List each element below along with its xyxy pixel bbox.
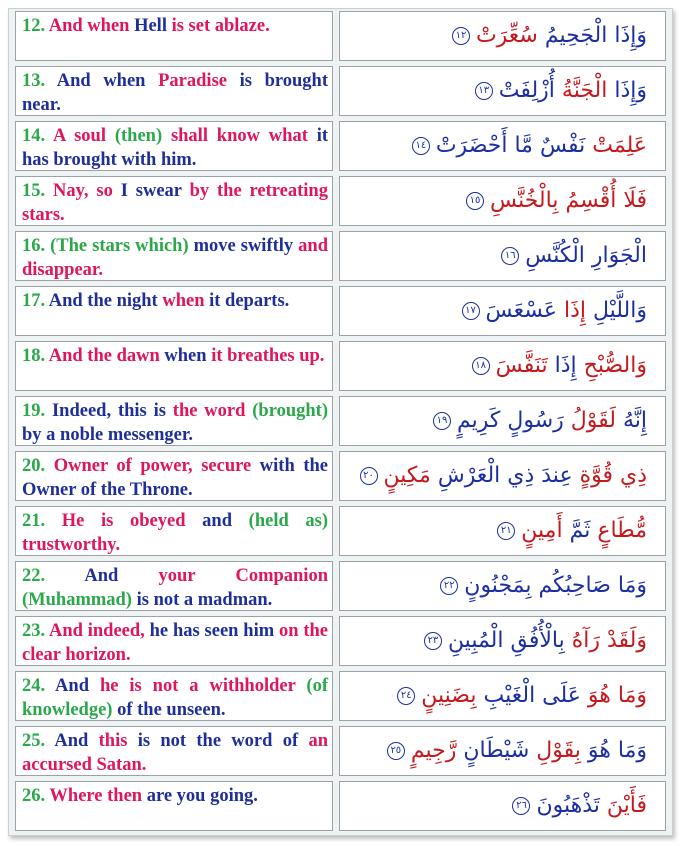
arabic-segment: رَسُولٍ كَرِيمٍ <box>457 408 564 433</box>
arabic-segment: أَمِينٍ <box>521 518 563 543</box>
translation-cell <box>15 121 333 171</box>
translation-segment: (The stars which) <box>50 236 194 256</box>
arabic-cell <box>339 176 666 226</box>
translation-segment: 18. <box>22 346 49 366</box>
arabic-cell <box>339 726 666 776</box>
translation-segment: Hell <box>134 16 172 36</box>
arabic-cell <box>339 66 666 116</box>
arabic-segment: وَلَقَدْ رَآهُ <box>564 628 647 653</box>
translation-segment: your Companion <box>158 566 328 586</box>
translation-segment: 15. <box>22 181 54 201</box>
arabic-segment: وَإِذَا <box>607 78 647 103</box>
arabic-cell <box>339 11 666 61</box>
translation-segment: And <box>55 676 100 696</box>
translation-segment: Owner of power, secure <box>53 456 260 476</box>
translation-cell <box>15 11 333 61</box>
translation-segment: Nay, so <box>53 181 121 201</box>
ayah-number-icon: ١٨ <box>472 357 490 375</box>
arabic-segment: بِالْأُفُقِ الْمُبِينِ <box>447 628 565 653</box>
translation-cell <box>15 506 333 556</box>
translation-segment: and disappear. <box>22 236 328 280</box>
translation-cell <box>15 671 333 721</box>
arabic-segment: ثَمَّ <box>562 518 591 543</box>
arabic-cell <box>339 451 666 501</box>
translation-segment: Paradise <box>158 71 240 91</box>
arabic-segment: ذِي قُوَّةٍ <box>572 463 647 488</box>
arabic-cell <box>339 396 666 446</box>
translation-segment: (Muhammad) <box>22 590 137 610</box>
translation-segment: shall know what <box>170 126 317 146</box>
translation-segment: when <box>162 291 210 311</box>
arabic-cell <box>339 286 666 336</box>
ayah-number-icon: ١٤ <box>412 137 430 155</box>
translation-segment: And indeed, <box>48 621 150 641</box>
translation-cell <box>15 451 333 501</box>
translation-segment: 12. <box>22 16 49 36</box>
verse-table <box>8 8 673 836</box>
arabic-segment: وَمَا هُوَ <box>580 738 647 763</box>
translation-segment: the word <box>172 401 253 421</box>
arabic-segment: نَفْسٌ مَّا أَحْضَرَتْ <box>435 133 586 158</box>
arabic-segment: عَلَى الْغَيْبِ <box>476 683 581 708</box>
verse-row <box>15 726 666 778</box>
translation-cell <box>15 66 333 116</box>
translation-segment: Indeed, this is <box>51 401 173 421</box>
translation-segment: this <box>98 731 138 751</box>
translation-segment: it has brought with him. <box>22 126 329 170</box>
ayah-number-icon: ٢٢ <box>440 577 458 595</box>
translation-segment: (brought) <box>252 401 328 421</box>
arabic-segment: وَالصُّبْحِ <box>576 353 647 378</box>
translation-segment: And <box>54 731 99 751</box>
translation-segment: is brought near. <box>22 71 329 115</box>
arabic-cell <box>339 616 666 666</box>
arabic-segment: مَكِينٍ <box>383 463 431 488</box>
translation-segment: I swear <box>120 181 190 201</box>
translation-segment: (held as) <box>248 511 329 531</box>
verse-row <box>15 66 666 118</box>
arabic-segment: عَسْعَسَ <box>485 298 557 323</box>
translation-segment: 23. <box>22 621 49 641</box>
ayah-number-icon: ١٥ <box>466 192 484 210</box>
arabic-segment: بِقَوْلِ <box>529 738 581 763</box>
arabic-cell <box>339 341 666 391</box>
translation-segment: He is obeyed <box>61 511 203 531</box>
arabic-segment: عَلِمَتْ <box>585 133 647 158</box>
translation-segment: it departs. <box>209 291 290 311</box>
ayah-number-icon: ٢٦ <box>512 797 530 815</box>
translation-segment: by the retreating stars. <box>22 181 328 225</box>
translation-segment: when <box>164 346 212 366</box>
translation-segment: A soul <box>52 126 115 146</box>
translation-segment: move swiftly <box>193 236 299 256</box>
verse-row <box>15 451 666 503</box>
arabic-segment: شَيْطَانٍ <box>456 738 530 763</box>
arabic-segment: إِذَا <box>556 298 586 323</box>
translation-segment: of the unseen. <box>117 700 226 720</box>
ayah-number-icon: ٢٣ <box>424 632 442 650</box>
arabic-cell <box>339 671 666 721</box>
verse-row <box>15 616 666 668</box>
translation-cell <box>15 396 333 446</box>
arabic-segment: الْجَوَارِ الْكُنَّسِ <box>525 243 647 268</box>
arabic-segment: وَمَا هُوَ <box>580 683 647 708</box>
ayah-number-icon: ١٢ <box>452 27 470 45</box>
arabic-cell <box>339 561 666 611</box>
translation-cell <box>15 176 333 226</box>
translation-segment: Where then <box>49 786 147 806</box>
translation-segment: by a noble messenger. <box>22 425 193 445</box>
ayah-number-icon: ٢١ <box>497 522 515 540</box>
arabic-segment: تَنَفَّسَ <box>495 353 548 378</box>
translation-segment: is set ablaze. <box>171 16 270 36</box>
translation-segment: is not the word of <box>137 731 309 751</box>
translation-segment: 24. <box>22 676 56 696</box>
arabic-segment: لَقَوْلُ <box>563 408 616 433</box>
arabic-cell <box>339 506 666 556</box>
ayah-number-icon: ١٩ <box>433 412 451 430</box>
verse-row <box>15 176 666 228</box>
translation-cell <box>15 616 333 666</box>
arabic-segment: الْجَنَّةُ <box>554 78 608 103</box>
translation-segment: 19. <box>22 401 52 421</box>
ayah-number-icon: ٢٥ <box>387 742 405 760</box>
verse-row <box>15 231 666 283</box>
translation-cell <box>15 561 333 611</box>
arabic-segment: وَاللَّيْلِ <box>585 298 647 323</box>
translation-segment: it breathes up. <box>211 346 325 366</box>
translation-segment: (then) <box>114 126 171 146</box>
translation-segment: 14. <box>22 126 53 146</box>
verse-row <box>15 506 666 558</box>
translation-cell <box>15 726 333 776</box>
ayah-number-icon: ١٣ <box>475 82 493 100</box>
translation-segment: on the clear horizon. <box>22 621 329 665</box>
arabic-segment: فَأَيْنَ <box>599 793 647 818</box>
translation-segment: he is not a withholder <box>99 676 307 696</box>
translation-cell <box>15 231 333 281</box>
verse-row <box>15 341 666 393</box>
arabic-segment: مُّطَاعٍ <box>590 518 647 543</box>
arabic-segment: وَإِذَا الْجَحِيمُ <box>537 23 647 48</box>
translation-segment: trustworthy. <box>22 535 121 555</box>
verse-row <box>15 671 666 723</box>
verse-row <box>15 286 666 338</box>
translation-cell <box>15 781 333 831</box>
arabic-segment: سُعِّرَتْ <box>475 23 538 48</box>
verse-row <box>15 121 666 173</box>
verse-row <box>15 11 666 63</box>
translation-segment: And when <box>48 16 135 36</box>
arabic-segment: أُزْلِفَتْ <box>498 78 555 103</box>
ayah-number-icon: ١٦ <box>501 247 519 265</box>
arabic-segment: رَّجِيمٍ <box>410 738 457 763</box>
ayah-number-icon: ٢٠ <box>360 467 378 485</box>
translation-segment: with the Owner of the Throne. <box>22 456 328 500</box>
arabic-segment: تَذْهَبُونَ <box>536 793 600 818</box>
translation-segment: are you going. <box>146 786 258 806</box>
translation-segment: and <box>202 511 249 531</box>
translation-segment: 26. <box>22 786 50 806</box>
arabic-segment: بِضَنِينٍ <box>421 683 477 708</box>
translation-segment: And <box>84 566 159 586</box>
translation-segment: 16. <box>22 236 51 256</box>
translation-segment: And when <box>56 71 159 91</box>
translation-segment: (of knowledge) <box>22 676 328 720</box>
arabic-segment: فَلَا أُقْسِمُ بِالْخُنَّسِ <box>490 188 647 213</box>
verse-row <box>15 781 666 833</box>
arabic-cell <box>339 781 666 831</box>
translation-segment: And the night <box>48 291 163 311</box>
translation-segment: And the dawn <box>48 346 165 366</box>
arabic-segment: وَمَا صَاحِبُكُم بِمَجْنُونٍ <box>464 573 647 598</box>
translation-segment: an accursed Satan. <box>22 731 328 775</box>
translation-segment: 25. <box>22 731 55 751</box>
translation-segment: 17. <box>22 291 49 311</box>
translation-cell <box>15 341 333 391</box>
arabic-cell <box>339 231 666 281</box>
arabic-segment: إِذَا <box>547 353 577 378</box>
translation-segment: he has seen him <box>149 621 279 641</box>
verse-row <box>15 396 666 448</box>
translation-cell <box>15 286 333 336</box>
translation-segment: 22. <box>22 566 85 586</box>
verse-row <box>15 561 666 613</box>
arabic-segment: عِندَ ذِي الْعَرْشِ <box>430 463 573 488</box>
translation-segment: 20. <box>22 456 54 476</box>
ayah-number-icon: ٢٤ <box>397 687 415 705</box>
translation-segment: is not a madman. <box>136 590 273 610</box>
arabic-segment: إِنَّهُ <box>615 408 647 433</box>
translation-segment: 21. <box>22 511 62 531</box>
translation-segment: 13. <box>22 71 57 91</box>
ayah-number-icon: ١٧ <box>462 302 480 320</box>
arabic-cell <box>339 121 666 171</box>
